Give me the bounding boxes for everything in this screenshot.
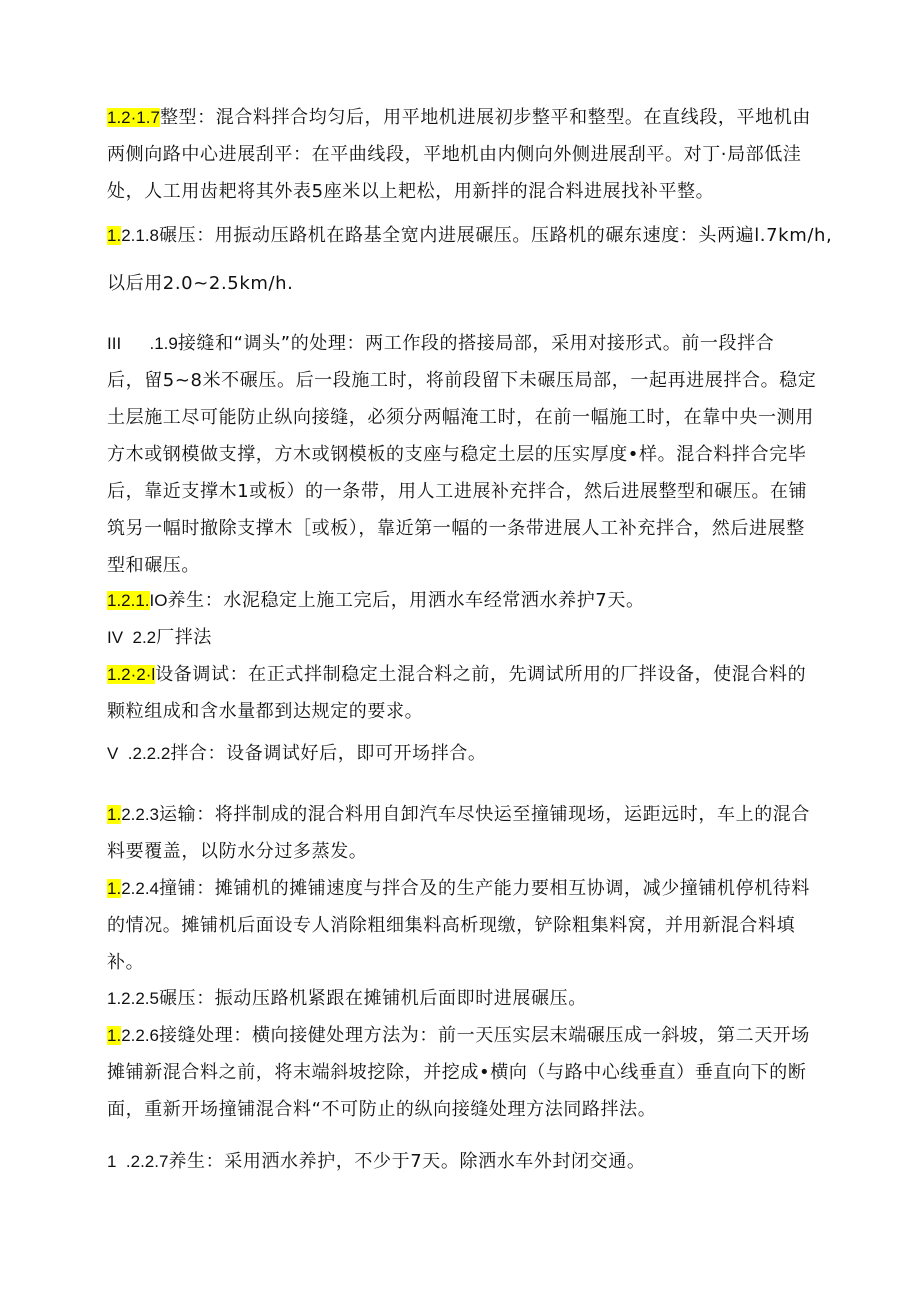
paragraph-line <box>107 173 813 210</box>
section-number-highlight: 1. <box>107 805 122 824</box>
paragraph-line <box>107 436 813 473</box>
line-text: 土层施工尽可能防止纵向接缝，必须分两幅淹工时，在前一幅施工时，在靠中央一测用 <box>107 407 814 428</box>
paragraph-line <box>107 1017 813 1054</box>
line-text: 型和碾压。 <box>107 555 200 576</box>
line-text: 筑另一幅时撤除支撑木［或板），靠近第一幅的一条带进展人工补充拌合，然后进展整 <box>107 518 805 539</box>
paragraph-line <box>107 99 813 136</box>
paragraph-1-2-2-5 <box>107 980 813 1017</box>
paragraph-2-2-2 <box>107 735 813 772</box>
section-number: 2.1.8 <box>121 226 159 245</box>
line-text: 的情况。摊铺机后面设专人消除粗细集料高析现缴，铲除粗集料窝，并用新混合料填 <box>107 915 796 936</box>
section-number-highlight: 1.2.1. <box>107 591 150 610</box>
section-number: 2.2.3 <box>121 805 159 824</box>
paragraph-line <box>107 325 813 362</box>
line-text: 碾压：用振动压路机在路基全宽内进展碾压。压路机的碾东速度：头两遍l.7km/h, <box>159 225 833 246</box>
line-text: 补。 <box>107 952 145 973</box>
section-number-highlight: 1. <box>107 226 122 245</box>
line-text: 养生：水泥稳定上施工完后，用洒水车经常洒水养护7天。 <box>167 590 645 611</box>
paragraph-1-2-1-8 <box>107 217 833 254</box>
paragraph-line <box>107 582 813 619</box>
paragraph-line <box>107 980 813 1017</box>
section-number: III .1.9 <box>107 334 178 353</box>
paragraph-line <box>107 796 813 833</box>
line-text: 后，靠近支撑木1或板）的一条带，用人工进展补充拌合，然后进展整型和碾压。在铺 <box>107 481 808 502</box>
line-text: 拌合：设备调试好后，即可开场拌合。 <box>170 743 487 764</box>
paragraph-line <box>107 217 833 254</box>
section-number: 1.2.2.5 <box>107 989 159 1008</box>
paragraph-line <box>107 693 813 730</box>
paragraph-1-2-1-7 <box>107 99 813 210</box>
section-number: V .2.2.2 <box>107 744 171 763</box>
section-number: IO <box>149 591 168 610</box>
section-number-highlight: 1.2·2·l <box>107 665 156 684</box>
paragraph-line <box>107 547 813 584</box>
line-text: 设备调试：在正式拌制稳定土混合料之前，先调试所用的厂拌设备，使混合料的 <box>155 664 807 685</box>
line-text: 面，重新开场撞铺混合料“不可防止的纵向接缝处理方法同路拌法。 <box>107 1099 657 1120</box>
line-text: 方木或钢模做支撑，方木或钢模板的支座与稳定土层的压实厚度•样。混合料拌合完毕 <box>107 444 807 465</box>
paragraph-line <box>107 1054 813 1091</box>
section-number: 2.2.4 <box>121 879 159 898</box>
line-text: 颗粒组成和含水量都到达规定的要求。 <box>107 701 424 722</box>
line-text: 碾压：振动压路机紧跟在摊铺机后面即时进展碾压。 <box>159 988 587 1009</box>
line-text: 以后用2.0~2.5km/h. <box>107 273 294 294</box>
line-text: 两侧向路中心进展刮平：在平曲线段，平地机由内侧向外侧进展刮平。对丁·局部低洼 <box>107 144 802 165</box>
paragraph-line <box>107 265 813 302</box>
paragraph-line <box>107 833 813 870</box>
heading-2-2 <box>107 619 813 656</box>
paragraph-line <box>107 944 813 981</box>
section-number: IV 2.2 <box>107 628 157 647</box>
section-number-highlight: 1.2·1.7 <box>107 108 160 127</box>
line-text: 整型：混合料拌合均匀后，用平地机进展初步整平和整型。在直线段，平地机由 <box>159 107 811 128</box>
line-text: 运输：将拌制成的混合料用自卸汽车尽快运至撞铺现场，运距远时，车上的混合 <box>159 804 810 825</box>
paragraph-1-2-2-3 <box>107 796 813 870</box>
paragraph-line <box>107 510 813 547</box>
paragraph-line <box>107 907 813 944</box>
paragraph-1-2-2-6 <box>107 1017 813 1128</box>
line-text: 处，人工用齿耙将其外表5座米以上耙松，用新拌的混合料进展找补平整。 <box>107 181 715 202</box>
paragraph-line <box>107 1143 813 1180</box>
paragraph-line <box>107 362 817 399</box>
paragraph-line <box>107 1091 813 1128</box>
paragraph-line <box>107 656 813 693</box>
paragraph-1-2-2-4 <box>107 870 813 981</box>
line-text: 养生：采用洒水养护，不少于7天。除洒水车外封闭交通。 <box>168 1151 646 1172</box>
paragraph-line <box>107 870 813 907</box>
paragraph-line <box>107 399 813 436</box>
paragraph-line <box>107 136 813 173</box>
paragraph-1-2-1-10 <box>107 582 813 619</box>
paragraph-1-2-2-7 <box>107 1143 813 1180</box>
paragraph-1-2-2-1 <box>107 656 813 730</box>
section-number: 2.2.6 <box>121 1026 159 1045</box>
paragraph-line <box>107 473 813 510</box>
paragraph-line <box>107 735 813 772</box>
line-text: 厂拌法 <box>156 627 212 648</box>
paragraph-line <box>107 619 813 656</box>
paragraph-speed-continuation <box>107 265 813 302</box>
line-text: 后，留5~8米不碾压。后一段施工时，将前段留下未碾压局部，一起再进展拌合。稳定 <box>107 370 817 391</box>
paragraph-1-9 <box>107 325 817 584</box>
line-text: 摊铺新混合料之前，将末端斜坡挖除，并挖成•横向（与路中心线垂直）垂直向下的断 <box>107 1062 807 1083</box>
section-number-highlight: 1. <box>107 879 122 898</box>
line-text: 接缝处理：横向接健处理方法为：前一天压实层末端碾压成一斜坡，第二天开场 <box>159 1025 810 1046</box>
line-text: 撞铺：摊铺机的摊铺速度与拌合及的生产能力要相互协调，减少撞铺机停机待料 <box>159 878 810 899</box>
section-number: 1 .2.2.7 <box>107 1152 169 1171</box>
line-text: 料要覆盖，以防水分过多蒸发。 <box>107 841 368 862</box>
section-number-highlight: 1. <box>107 1026 122 1045</box>
line-text: 接缝和“调头”的处理：两工作段的搭接局部，采用对接形式。前一段拌合 <box>177 333 775 354</box>
